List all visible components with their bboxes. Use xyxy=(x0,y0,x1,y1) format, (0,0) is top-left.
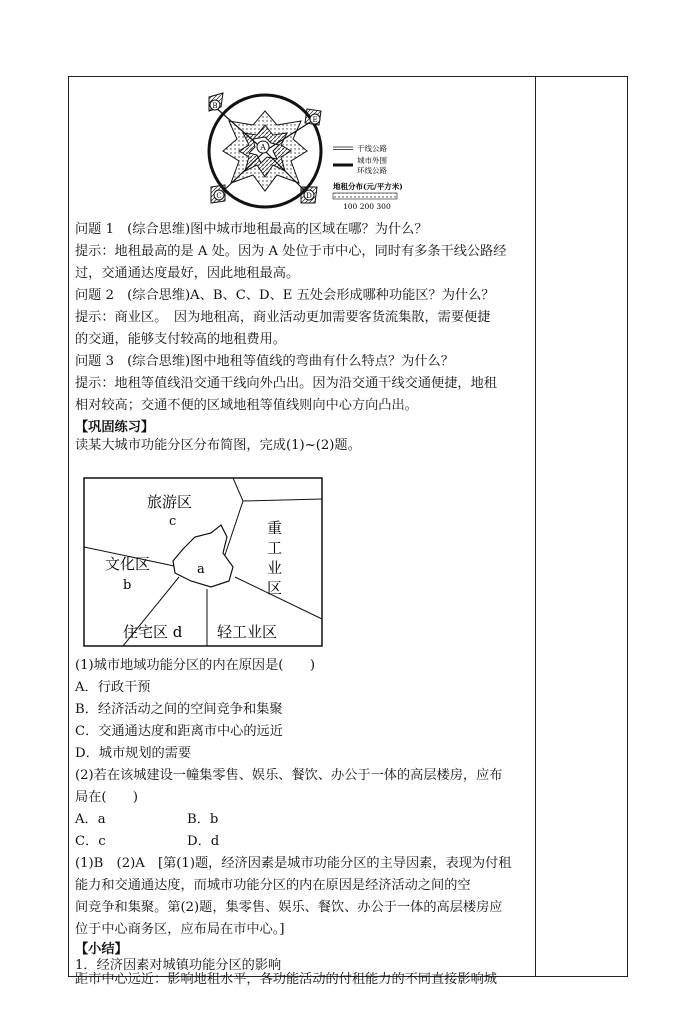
node-b xyxy=(209,93,223,111)
mcq-2-option-c: C．c xyxy=(75,834,106,849)
question-2-tip-cont: 的交通，能够支付较高的地租费用。 xyxy=(75,332,286,347)
answer-line-3: 间竞争和集聚。第(2)题，集零售、娱乐、餐饮、办公于一体的高层楼房应 xyxy=(75,900,503,915)
summary-heading: 【小结】 xyxy=(75,942,128,957)
question-2-text: 问题 2 (综合思维)A、B、C、D、E 五处会形成哪种功能区？为什么？ xyxy=(75,288,495,303)
zone-heavy-char-4: 区 xyxy=(267,579,283,597)
svg-text:地租分布(元/平方米): 地租分布(元/平方米) xyxy=(333,182,403,191)
zone-tourism-label: 旅游区 xyxy=(147,493,193,511)
question-1-tip-cont: 过，交通通达度最好，因此地租最高。 xyxy=(75,266,300,281)
mcq-1-stem: (1)城市地域功能分区的内在原因是( ) xyxy=(75,658,315,673)
zone-heavy-char-3: 业 xyxy=(267,559,283,577)
question-2-tip: 提示：商业区。 因为地租高，商业活动更加需要客货流集散，需要便捷 xyxy=(75,310,491,325)
question-3-text: 问题 3 (综合思维)图中地租等值线的弯曲有什么特点？为什么？ xyxy=(75,354,454,369)
mcq-1-option-b: B．经济活动之间的空间竞争和集聚 xyxy=(75,702,283,717)
svg-text:干线公路: 干线公路 xyxy=(357,144,387,153)
rent-map-figure xyxy=(205,91,425,215)
mcq-2-option-b: B．b xyxy=(187,812,219,827)
node-a xyxy=(257,141,269,153)
zone-heavy-char-1: 重 xyxy=(267,519,283,537)
zone-heavy-char-2: 工 xyxy=(267,539,283,557)
answer-line-4: 位于中心商务区，应布局在市中心。] xyxy=(75,922,285,937)
zone-residential-label: 住宅区 d xyxy=(123,623,183,641)
mcq-1-option-c: C．交通通达度和距离市中心的远近 xyxy=(75,724,283,739)
zone-map-figure xyxy=(83,477,323,647)
column-divider xyxy=(535,77,536,976)
page-table xyxy=(68,76,628,987)
practice-heading: 【巩固练习】 xyxy=(75,420,155,435)
svg-text:D: D xyxy=(306,192,312,200)
zone-light-industry-label: 轻工业区 xyxy=(217,623,278,641)
zone-culture-label: 文化区 xyxy=(105,555,151,573)
zone-tourism-letter: c xyxy=(169,514,177,529)
question-1-tip: 提示：地租最高的是 A 处。因为 A 处位于市中心，同时有多条干线公路经 xyxy=(75,244,507,259)
answer-line-1: (1)B (2)A [第(1)题，经济因素是城市功能分区的主导因素，表现为付租 xyxy=(75,856,512,871)
question-1-text: 问题 1 (综合思维)图中城市地租最高的区域在哪？为什么？ xyxy=(75,222,428,237)
svg-text:C: C xyxy=(216,192,222,200)
mcq-1-option-d: D．城市规划的需要 xyxy=(75,746,192,761)
svg-text:城市外围: 城市外围 xyxy=(357,156,387,165)
answer-line-2: 能力和交通通达度，而城市功能分区的内在原因是经济活动之间的空 xyxy=(75,878,471,893)
mcq-2-option-a: A．a xyxy=(75,812,106,827)
zone-center-letter: a xyxy=(197,562,205,577)
zone-culture-letter: b xyxy=(123,578,132,593)
map-legend xyxy=(333,143,403,211)
summary-item-1-text: 距市中心远近：影响地租水平，各功能活动的付租能力的不同直接影响城 xyxy=(75,972,497,987)
node-d xyxy=(301,187,317,203)
mcq-2-stem: (2)若在该城建设一幢集零售、娱乐、餐饮、办公于一体的高层楼房，应布 xyxy=(75,768,503,783)
main-column xyxy=(75,77,531,987)
svg-text:B: B xyxy=(212,102,218,110)
mcq-2-stem-cont: 局在( ) xyxy=(75,790,139,805)
question-3-tip-cont: 相对较高；交通不便的区域地租等值线则向中心方向凸出。 xyxy=(75,398,418,413)
node-c xyxy=(211,185,225,203)
mcq-2-option-d: D．d xyxy=(187,834,220,849)
svg-text:环线公路: 环线公路 xyxy=(357,166,387,175)
summary-item-1: 1．经济因素对城镇功能分区的影响 xyxy=(75,958,282,973)
practice-intro: 读某大城市功能分区分布简图，完成(1)~(2)题。 xyxy=(75,438,361,453)
node-e xyxy=(305,109,321,125)
svg-text:A: A xyxy=(260,143,266,152)
svg-text:100 200 300: 100 200 300 xyxy=(343,202,391,211)
mcq-1-option-a: A．行政干预 xyxy=(75,680,151,695)
question-3-tip: 提示：地租等值线沿交通干线向外凸出。因为沿交通干线交通便捷，地租 xyxy=(75,376,497,391)
svg-text:E: E xyxy=(312,116,318,124)
